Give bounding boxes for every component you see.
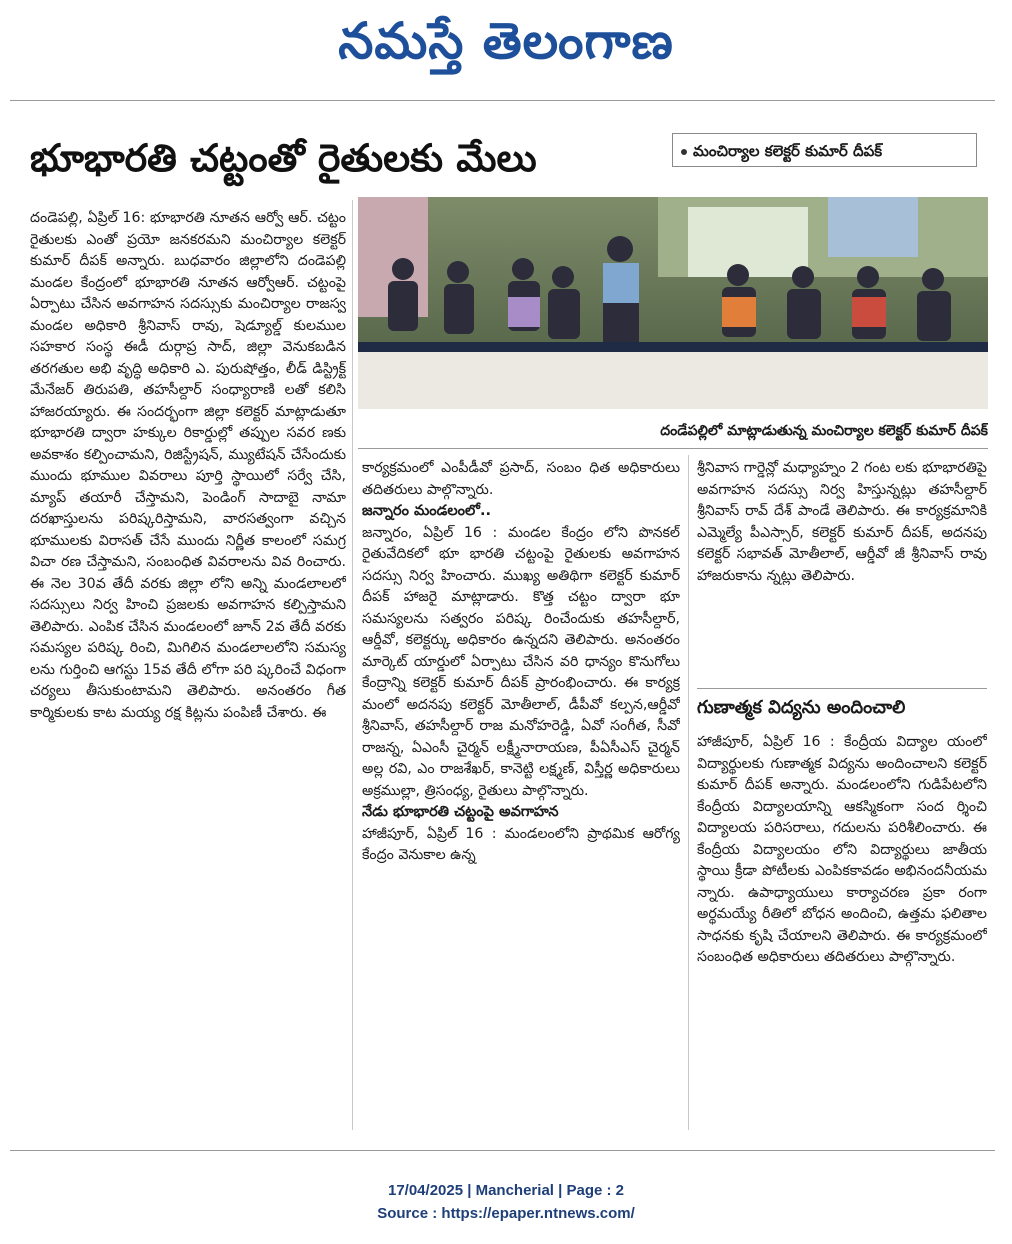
column-divider [688, 455, 689, 1130]
article-column-3-top [697, 458, 987, 683]
column-2-body-2: హాజీపూర్, ఏప్రిల్ 16 : మండలంలోని ప్రాథమిక ఆరోగ్య కేంద్రం వెనుకాల ఉన్న [362, 825, 680, 863]
caption-divider [358, 448, 988, 449]
article-column-2 [362, 458, 680, 1130]
photo-illustration [358, 197, 988, 409]
column-3-body-2: హాజీపూర్, ఏప్రిల్ 16 : కేంద్రీయ విద్యాల యంలో విద్యార్థులకు గుణాత్మక విద్యను అందించాలని కలెక్టర్ కుమార్ దీపక్ అన్నారు. మండలంలోని గుడిపేటలోని కేంద్రీయ విద్యాలయాన్ని ఆకస్మికంగా సంద ర్శించి విద్యాలయ పరిసరాలు, గదులను పరిశీలించారు. ఈ కేంద్రీయ విద్యాలయం లోని విద్యార్థులు జాతీయ స్థాయి క్రీడా పోటీలకు ఎంపికకావడం అభినందనీయమ న్నారు. ఉపాధ్యాయులు కార్యాచరణ ప్రకా రంగా అర్థమయ్యే రీతిలో బోధన అందించి, ఉత్తమ ఫలితాల సాధనకు కృషి చేయాలని తెలిపారు. ఈ కార్యక్రమంలో సంబంధిత అధికారులు తదితరులు పాల్గొన్నారు. [697, 734, 987, 965]
column-2-body-1: జన్నారం, ఏప్రిల్ 16 : మండల కేంద్రం లోని పొనకల్ రైతువేదికలో భూ భారతి చట్టంపై రైతులకు అవగాహన సదస్సు నిర్వ హించారు. ముఖ్య అతిథిగా కలెక్టర్ కుమార్ దీపక్ హాజరై మాట్లాడారు. కొత్త చట్టం ద్వారా భూ సమస్యలను సత్వరం పరిష్క రించేందుకు తహసీల్దార్, ఆర్డీవో, కలెక్టర్కు అధికారం ఉన్నదని తెలిపారు. అనంతరం మార్కెట్ యార్డులో ఏర్పాటు చేసిన వరి ధాన్యం కొనుగోలు కేంద్రాన్ని కలెక్టర్ కుమార్ దీపక్ ప్రారంభించారు. ఈ కార్యక్ర మంలో అదనపు కలెక్టర్ మోతీలాల్, డీపీవో కల్పన,ఆర్డీవో శ్రీనివాస్, తహసీల్దార్ రాజ మనోహరెడ్డి, ఏవో సంగీత, సీవో రాజన్న, ఏఎంసీ చైర్మన్ లక్ష్మీనారాయణ, పీఏసీఎస్ చైర్మన్ అల్ల రవి, ఎం రాజశేఖర్, కానెట్టి లక్ష్మణ్, విస్తీర్ణ అధికారులు అక్రముల్లా, త్రిసంధ్య, రైతులు పాల్గొన్నారు. [362, 524, 680, 799]
article-column-1 [30, 208, 346, 1118]
article-byline [672, 133, 977, 167]
column-3-subheading: గుణాత్మక విద్యను అందించాలి [697, 697, 906, 718]
column-2-subheading-2: నేడు భూభారతి చట్టంపై అవగాహన [362, 804, 559, 820]
masthead-divider [10, 100, 995, 101]
bullet-icon [681, 149, 687, 155]
subsection-divider [697, 688, 987, 689]
column-divider [352, 200, 353, 1130]
photo-caption: దండేపల్లిలో మాట్లాడుతున్న మంచిర్యాల కలెక్టర్ కుమార్ దీపక్ [660, 423, 988, 439]
column-1-body: దండెపల్లి, ఏప్రిల్ 16: భూభారతి నూతన ఆర్వో ఆర్. చట్టం రైతులకు ఎంతో ప్రయో జనకరమని మంచిర్యాల కలెక్టర్ కుమార్ దీపక్ అన్నారు. బుధవారం జిల్లాలోని దండెపల్లి మండల కేంద్రంలో భూభారతి నూతన ఆర్వోఆర్. చట్టంపై ఏర్పాటు చేసిన అవగాహన సదస్సుకు మంచిర్యాల రాజస్వ మండల అధికారి శ్రీనివాస్ రావు, షెడ్యూల్డ్ కులముల సహకార సంస్థ ఈడీ దుర్గాప్ర సాద్, జిల్లా వెనుకబడిన తరగతుల అభి వృద్ధి అధికారి ఎ. పురుషోత్తం, లీడ్ డిస్ట్రిక్ట్ మేనేజర్ తిరుపతి, తహసీల్దార్ సంధ్యారాణి లతో కలిసి హాజరయ్యారు. ఈ సందర్భంగా జిల్లా కలెక్టర్ మాట్లాడుతూ భూభారతి ద్వారా హక్కుల రికార్డుల్లో తప్పుల సవర ణకు అవకాశం కల్పించామని, రిజిస్ట్రేషన్, మ్యుటేషన్ చేసేందుకు ముందు భూముల వివరాలు పూర్తి స్థాయిలో సర్వే చేసి, మ్యాప్ తయారీ చేస్తామని, పెండింగ్ సాదాబై నామా దరఖాస్తులను పరిష్కరిస్తామని, వారసత్వంగా వచ్చిన భూములకు విరాసత్ చేసే ముందు నిర్ణీత కాలంలో సమగ్ర విచా రణ చేస్తామని, సంబంధిత వివరాలను వివ రించారు. ఈ నెల 30వ తేదీ వరకు జిల్లా లోని అన్ని మండలాలలో సదస్సులు నిర్వ హించి ప్రజలకు అవగాహన కల్పిస్తామని తెలిపారు. ఎంపిక చేసిన మండలంలో జూన్ 2వ తేదీ వరకు సమస్యల పరిష్క రించి, మిగిలిన మండలాలలోని సమస్య లను గుర్తించి ఆగస్టు 15వ తేదీ లోగా పరి ష్కరించే విధంగా చర్యలు తీసుకుంటామని తెలిపారు. అనంతరం గీత కార్మికులకు కాట మయ్య రక్ష కిట్లను పంపిణీ చేశారు. ఈ [30, 210, 346, 721]
masthead-logo: నమస్తే తెలంగాణ [338, 11, 674, 70]
article-headline: భూభారతి చట్టంతో రైతులకు మేలు [30, 136, 537, 180]
news-photo [358, 197, 988, 409]
footer-source: Source : https://epaper.ntnews.com/ [377, 1205, 635, 1222]
column-3-body-1: శ్రీనివాస గార్డెన్లో మధ్యాహ్నం 2 గంట లకు భూభారతిపై అవగాహన సదస్సు నిర్వ హిస్తున్నట్లు తహసీల్దార్ శ్రీనివాస్ రావ్ దేశ్ పాండే తెలిపారు. ఈ కార్యక్రమానికి ఎమ్మెల్యే పీఎస్సార్, కలెక్టర్ కుమార్ దీపక్, అదనపు కలెక్టర్ సభావత్ మోతీలాల్, ఆర్డీవో జీ శ్రీనివాస్ రావు హాజరుకాను న్నట్లు తెలిపారు. [697, 460, 987, 584]
byline-text: మంచిర్యాల కలెక్టర్ కుమార్ దీపక్ [693, 142, 883, 160]
footer-date-edition: 17/04/2025 | Mancherial | Page : 2 [387, 1182, 625, 1199]
column-2-lead: కార్యక్రమంలో ఎంపీడీవో ప్రసాద్, సంబం ధిత అధికారులు తదితరులు పాల్గొన్నారు. [362, 460, 680, 498]
article-column-3-bottom [697, 732, 987, 1127]
page-bottom-divider [10, 1150, 995, 1151]
column-2-subheading-1: జన్నారం మండలంలో.. [362, 503, 491, 519]
